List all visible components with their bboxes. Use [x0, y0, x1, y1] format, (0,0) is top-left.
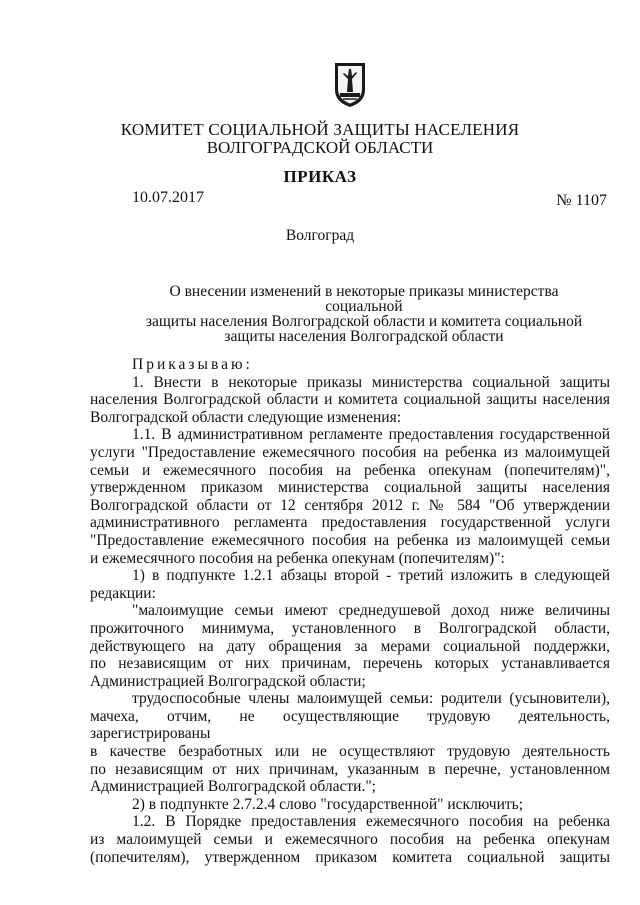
body-text-line: действующего на дату обращения за мерами социальной поддержки,: [90, 637, 610, 655]
body-text-line: (попечителям), утвержденном приказом комитета социальной защиты: [90, 848, 610, 866]
body-text-line: утвержденном приказом министерства социальной защиты населения: [90, 479, 610, 497]
body-text-line: "Предоставление ежемесячного пособия на ребенка из малоимущей семьи: [90, 531, 610, 549]
order-subject: [130, 284, 598, 344]
volgograd-coat-of-arms-icon: [334, 62, 366, 108]
organization-name-line2: ВОЛГОГРАДСКОЙ ОБЛАСТИ: [206, 138, 434, 157]
body-text-line: из малоимущей семьи и ежемесячного пособия на ребенка опекунам: [90, 831, 610, 849]
body-text-line: Волгоградской области от 12 сентября 2012 г. № 584 "Об утверждении: [90, 496, 610, 514]
organization-name-line1: КОМИТЕТ СОЦИАЛЬНОЙ ЗАЩИТЫ НАСЕЛЕНИЯ: [120, 120, 520, 139]
order-directive: Приказываю:: [132, 356, 253, 373]
subject-line: защиты населения Волгоградской области и комитета социальной: [145, 313, 583, 330]
document-type: ПРИКАЗ: [283, 167, 357, 186]
body-text-line: по независящим от них причинам, перечень которых устанавливается: [90, 655, 610, 673]
subject-line: защиты населения Волгоградской области: [224, 328, 504, 345]
body-text-line: административного регламента предоставления государственной услуги: [90, 514, 610, 532]
body-text-line: и ежемесячного пособия на ребенка опекунам (попечителям)":: [90, 549, 505, 567]
body-text-line: 1) в подпункте 1.2.1 абзацы второй - третий изложить в следующей: [132, 567, 610, 585]
city: Волгоград: [285, 227, 355, 244]
body-text-line: 2) в подпункте 2.7.2.4 слово "государственной" исключить;: [132, 795, 524, 813]
subject-line: О внесении изменений в некоторые приказы министерства социальной: [169, 283, 559, 315]
body-text-line: "малоимущие семьи имеют среднедушевой доход ниже величины: [132, 602, 610, 620]
body-text-line: мачеха, отчим, не осуществляющие трудовую деятельность, зарегистрированы: [90, 707, 610, 743]
body-text-line: редакции:: [90, 584, 156, 602]
body-text-line: Администрацией Волгоградской области.";: [90, 778, 376, 796]
body-text-line: услуги "Предоставление ежемесячного пособия на ребенка из малоимущей: [90, 443, 610, 461]
body-text-line: трудоспособные члены малоимущей семьи: родители (усыновители),: [132, 690, 610, 708]
body-text-line: по независящим от них причинам, указанным в перечне, установленном: [90, 760, 610, 778]
body-text-line: населения Волгоградской области и комитета социальной защиты населения: [90, 391, 610, 409]
body-text-line: Волгоградской области следующие изменения:: [90, 408, 402, 426]
body-text-line: 1. Внести в некоторые приказы министерства социальной защиты: [132, 373, 610, 391]
body-text-line: 1.2. В Порядке предоставления ежемесячного пособия на ребенка: [132, 813, 610, 831]
body-text-line: 1.1. В административном регламенте предоставления государственной: [132, 426, 610, 444]
order-date: 10.07.2017: [132, 189, 204, 206]
body-text-line: в качестве безработных или не осуществляют трудовую деятельность: [90, 743, 610, 761]
order-body: [90, 356, 610, 866]
body-text-line: прожиточного минимума, установленного в Волгоградской области,: [90, 619, 610, 637]
body-text-line: семьи и ежемесячного пособия на ребенка опекунам (попечителям)",: [90, 461, 610, 479]
order-number: № 1107: [556, 192, 607, 209]
body-text-line: Администрацией Волгоградской области;: [90, 672, 366, 690]
